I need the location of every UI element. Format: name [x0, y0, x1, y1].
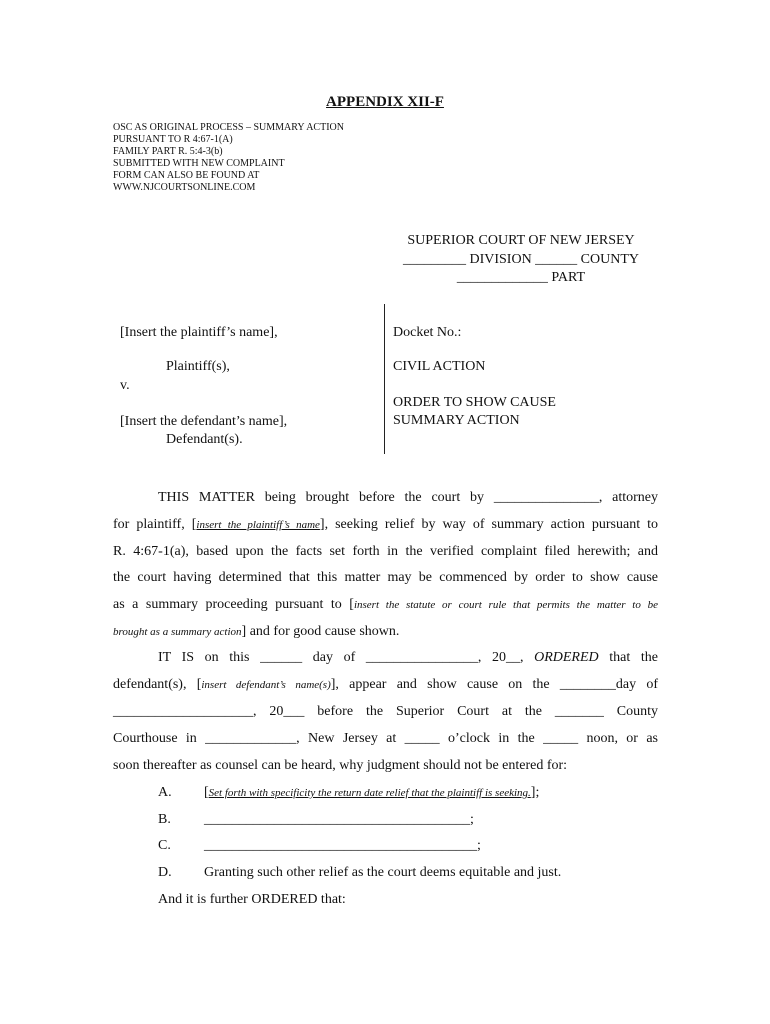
paragraph1-line: R. 4:67-1(a), based upon the facts set forth in the verified complaint filed herewith; and	[113, 544, 658, 559]
placeholder-defendant-names: insert defendant’s name(s)	[201, 679, 331, 691]
relief-item	[0, 812, 770, 832]
defendant-name: [Insert the defendant’s name],	[120, 414, 288, 429]
note-line: OSC AS ORIGINAL PROCESS – SUMMARY ACTION	[113, 122, 344, 133]
relief-item: A. [Set forth with specificity the return date relief that the plaintiff is seeking.];	[158, 785, 540, 800]
item-label: D.	[158, 865, 172, 880]
relief-item	[0, 838, 770, 858]
order-title-line1: ORDER TO SHOW CAUSE	[393, 395, 556, 410]
paragraph2-line: Courthouse in _____________, New Jersey at _____ o’clock in the _____ noon, or as	[113, 731, 658, 746]
paragraph2-line: soon thereafter as counsel can be heard, why judgment should not be entered for:	[113, 758, 568, 773]
court-division: _________ DIVISION ______ COUNTY	[402, 251, 640, 267]
note-line: WWW.NJCOURTSONLINE.COM	[113, 182, 256, 193]
placeholder-statute: insert the statute or court rule that permits the matter to be	[353, 599, 658, 611]
item-text: ______________________________________;	[204, 812, 474, 827]
versus: v.	[120, 378, 130, 393]
paragraph1-line: THIS MATTER being brought before the court by _______________, attorney	[158, 490, 658, 505]
plaintiff-label: Plaintiff(s),	[166, 359, 230, 374]
court-name: SUPERIOR COURT OF NEW JERSEY	[407, 233, 635, 248]
placeholder-summary-action: brought as a summary action	[113, 626, 242, 638]
item-text: _______________________________________;	[204, 838, 481, 853]
paragraph1-line: for plaintiff, [insert the plaintiff’s name], seeking relief by way of summary action pursuant to	[113, 517, 659, 532]
note-line: FORM CAN ALSO BE FOUND AT	[113, 170, 260, 181]
placeholder-return-date-relief: Set forth with specificity the return date relief that the plaintiff is seeking.	[208, 787, 531, 799]
plaintiff-name: [Insert the plaintiff’s name],	[120, 325, 278, 340]
relief-item	[0, 865, 770, 885]
item-label: C.	[158, 838, 171, 853]
docket-number: Docket No.:	[393, 325, 462, 340]
note-line: SUBMITTED WITH NEW COMPLAINT	[113, 158, 285, 169]
form-notes	[113, 122, 344, 194]
court-part: _____________ PART	[456, 270, 586, 285]
court-heading	[386, 232, 656, 288]
further-ordered: And it is further ORDERED that:	[158, 892, 346, 907]
caption-divider	[384, 304, 385, 454]
paragraph1-line: as a summary proceeding pursuant to [insert the statute or court rule that permits the matter to be	[113, 597, 658, 612]
note-line: FAMILY PART R. 5:4-3(b)	[113, 146, 223, 157]
placeholder-plaintiff-name: insert the plaintiff’s name	[196, 519, 320, 531]
item-label: B.	[158, 812, 171, 827]
defendant-label: Defendant(s).	[166, 432, 243, 447]
paragraph1-line: brought as a summary action] and for good cause shown.	[113, 624, 400, 639]
civil-action: CIVIL ACTION	[393, 359, 486, 374]
order-title-line2: SUMMARY ACTION	[393, 413, 520, 428]
paragraph2-line: IT IS on this ______ day of ________________, 20__, ORDERED that the	[158, 650, 658, 665]
paragraph1-line: the court having determined that this matter may be commenced by order to show cause	[113, 570, 658, 585]
item-label: A.	[158, 785, 172, 800]
note-line: PURSUANT TO R 4:67-1(A)	[113, 134, 233, 145]
paragraph2-line: ____________________, 20___ before the Superior Court at the _______ County	[113, 704, 658, 719]
paragraph2-line: defendant(s), [insert defendant’s name(s)], appear and show cause on the ________day of	[113, 677, 658, 692]
item-text: Granting such other relief as the court deems equitable and just.	[204, 865, 562, 880]
page-title: APPENDIX XII-F	[326, 94, 444, 110]
